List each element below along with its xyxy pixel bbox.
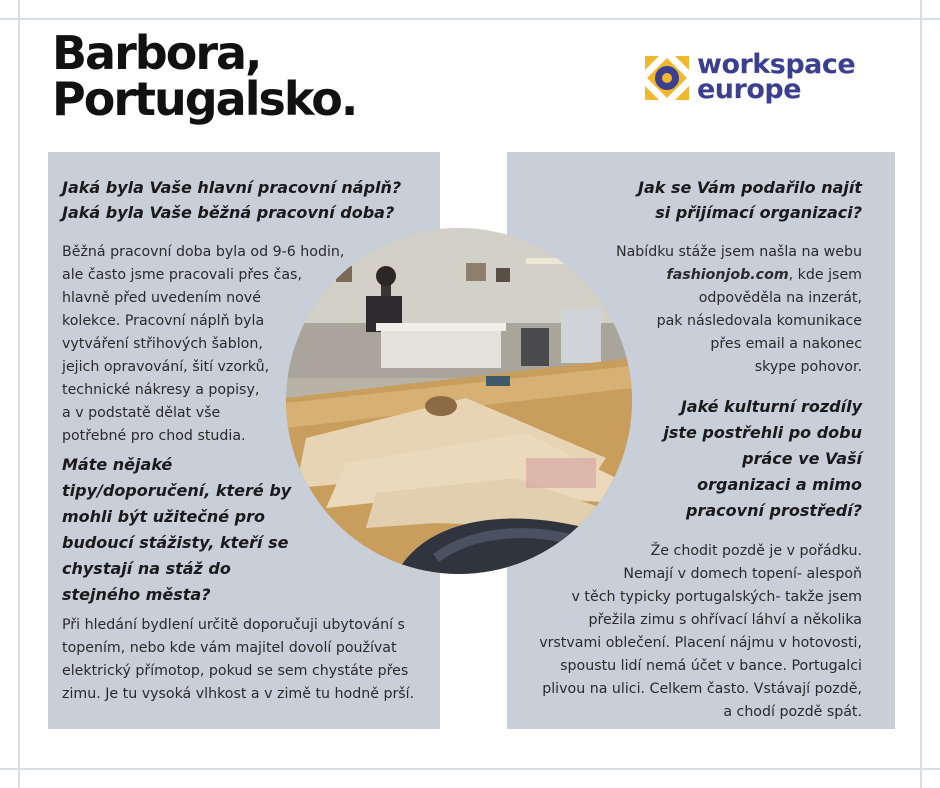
answer-line: odpověděla na inzerát, <box>698 290 862 306</box>
frame-line-right <box>920 0 922 788</box>
answer-line <box>616 264 862 287</box>
answer-line: vrstvami oblečení. Placení nájmu v hotovosti, <box>539 635 862 651</box>
answer-tips <box>62 614 414 706</box>
frame-line-left <box>18 0 20 788</box>
answer-find-organization <box>616 241 862 379</box>
logo-mark-icon <box>645 56 689 100</box>
studio-illustration <box>286 228 632 574</box>
answer-line: jejich opravování, šití vzorků, <box>62 359 270 375</box>
question-tips <box>62 452 291 608</box>
logo-word: workspace <box>697 49 856 80</box>
answer-line: potřebné pro chod studia. <box>62 428 246 444</box>
answer-line: přes email a nakonec <box>710 336 862 352</box>
page-title <box>52 26 357 126</box>
logo-word: europe <box>697 74 802 105</box>
question-line: Jaká byla Vaše hlavní pracovní náplň? <box>62 178 402 197</box>
question-line: práce ve Vaší <box>742 449 862 468</box>
question-line: pracovní prostředí? <box>686 501 862 520</box>
answer-text: , kde jsem <box>788 267 862 283</box>
answer-line: plivou na ulici. Celkem často. Vstávají pozdě, <box>542 681 862 697</box>
answer-line: a chodí pozdě spát. <box>723 704 862 720</box>
title-line: Portugalsko. <box>52 72 357 126</box>
answer-line: zimu. Je tu vysoká vlhkost a v zimě tu hodně prší. <box>62 686 415 702</box>
answer-line: topením, nebo kde vám majitel dovolí používat <box>62 640 397 656</box>
answer-line: skype pohovor. <box>754 359 862 375</box>
answer-line: technické nákresy a popisy, <box>62 382 260 398</box>
question-line: mohli být užitečné pro <box>62 507 266 526</box>
frame-line-bottom <box>0 768 940 770</box>
question-line: jste postřehli po dobu <box>663 423 862 442</box>
question-line: stejného města? <box>62 585 211 604</box>
answer-line: Nemají v domech topení- alespoň <box>623 566 862 582</box>
answer-line: ale často jsme pracovali přes čas, <box>62 267 302 283</box>
question-line: tipy/doporučení, které by <box>62 481 292 500</box>
question-line: Jaké kulturní rozdíly <box>680 397 862 416</box>
answer-line: spoustu lidí nemá účet v bance. Portugalci <box>560 658 862 674</box>
website-name: fashionjob.com <box>666 267 789 283</box>
answer-line: přežila zimu s ohřívací láhví a několika <box>588 612 862 628</box>
logo-text <box>697 49 856 105</box>
frame-line-top <box>0 18 940 20</box>
question-find-organization <box>638 175 862 225</box>
answer-line: a v podstatě dělat vše <box>62 405 221 421</box>
title-line: Barbora, <box>52 26 261 80</box>
answer-line: Že chodit pozdě je v pořádku. <box>650 543 862 559</box>
question-line: Jaká byla Vaše běžná pracovní doba? <box>62 203 395 222</box>
question-line: organizaci a mimo <box>697 475 862 494</box>
answer-line: Nabídku stáže jsem našla na webu <box>615 244 862 260</box>
question-cultural-differences <box>663 394 862 524</box>
answer-cultural-differences <box>539 540 862 724</box>
question-line: si přijímací organizaci? <box>655 203 862 222</box>
sewing-studio-photo <box>286 228 632 574</box>
workspace-europe-logo <box>645 49 875 108</box>
answer-line: elektrický přímotop, pokud se sem chystáte přes <box>62 663 409 679</box>
answer-line: kolekce. Pracovní náplň byla <box>62 313 265 329</box>
answer-line: pak následovala komunikace <box>656 313 862 329</box>
answer-line: Při hledání bydlení určitě doporučuji ubytování s <box>62 617 405 633</box>
question-line: chystají na stáž do <box>62 559 231 578</box>
question-line: Máte nějaké <box>62 455 173 474</box>
answer-line: Běžná pracovní doba byla od 9-6 hodin, <box>62 244 345 260</box>
question-main-duties <box>62 175 401 225</box>
answer-line: hlavně před uvedením nové <box>62 290 261 306</box>
answer-line: vytváření střihových šablon, <box>62 336 263 352</box>
question-line: Jak se Vám podařilo najít <box>637 178 862 197</box>
answer-line: v těch typicky portugalských- takže jsem <box>571 589 862 605</box>
question-line: budoucí stážisty, kteří se <box>62 533 289 552</box>
